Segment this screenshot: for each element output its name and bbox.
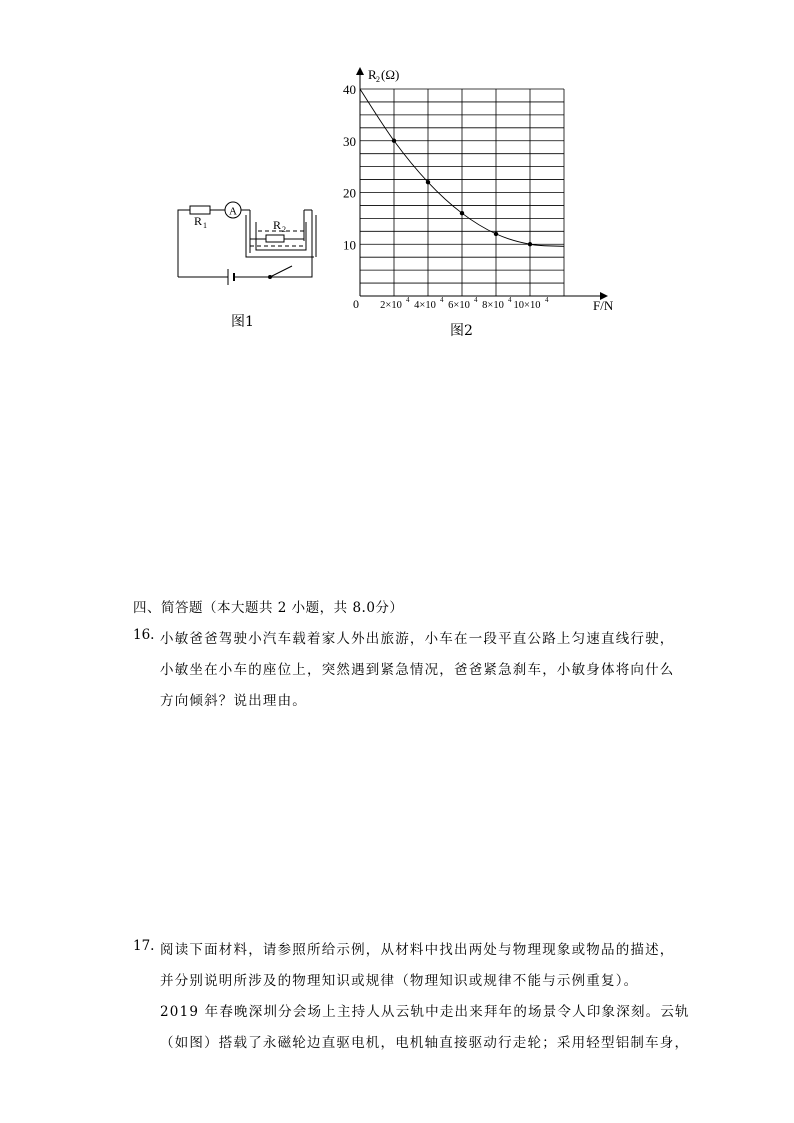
y-axis-unit: (Ω) — [381, 67, 400, 82]
data-point — [392, 139, 396, 143]
circuit-diagram — [170, 195, 320, 290]
r2-force-graph — [335, 60, 630, 320]
y-tick-label: 40 — [343, 82, 356, 97]
r2-label: R — [273, 218, 282, 232]
question-17-line-3: 2019 年春晚深圳分会场上主持人从云轨中走出来拜年的场景令人印象深刻。云轨 — [160, 1004, 690, 1020]
x-tick-exponent: 4 — [474, 296, 478, 304]
x-tick-label: 2×10 — [380, 300, 402, 311]
section-title: 四、简答题（本大题共 2 小题，共 8.0分） — [133, 600, 404, 616]
data-point — [426, 180, 430, 184]
resistor-r1 — [190, 206, 210, 214]
r1-subscript: 1 — [203, 221, 207, 230]
r2-subscript: 2 — [282, 225, 286, 234]
data-point — [528, 242, 532, 246]
data-point — [494, 232, 498, 236]
x-tick-exponent: 4 — [406, 296, 410, 304]
x-tick-label: 10×10 — [513, 300, 541, 311]
x-tick-exponent: 4 — [440, 296, 444, 304]
question-16-line-3: 方向倾斜？说出理由。 — [160, 693, 307, 709]
resistor-r2 — [266, 235, 284, 242]
y-axis-label-subscript: 2 — [376, 75, 380, 84]
question-17-number: 17. — [133, 938, 155, 954]
question-17-line-1: 阅读下面材料，请参照所给示例，从材料中找出两处与物理现象或物品的描述， — [160, 942, 675, 958]
x-tick-exponent: 4 — [508, 296, 512, 304]
x-tick-label: 8×10 — [482, 300, 504, 311]
x-tick-label: 6×10 — [448, 300, 470, 311]
figure1-caption: 图1 — [231, 314, 254, 330]
x-tick-exponent: 4 — [545, 296, 549, 304]
y-axis-label: R — [368, 67, 377, 82]
question-17-line-2: 并分别说明所涉及的物理知识或规律（物理知识或规律不能与示例重复）。 — [160, 973, 639, 989]
question-16-line-1: 小敏爸爸驾驶小汽车载着家人外出旅游，小车在一段平直公路上匀速直线行驶， — [160, 631, 675, 647]
x-tick-label: 4×10 — [414, 300, 436, 311]
r1-label: R — [194, 214, 203, 228]
ammeter-label: A — [229, 205, 237, 218]
question-17-line-4: （如图）搭载了永磁轮边直驱电机，电机轴直接驱动行走轮；采用轻型铝制车身， — [160, 1035, 690, 1051]
y-tick-label: 10 — [343, 237, 356, 253]
switch-icon — [270, 266, 292, 277]
y-tick-label: 30 — [343, 133, 356, 149]
x-axis-label: F/N — [593, 298, 614, 313]
y-tick-label: 20 — [343, 185, 356, 201]
origin-label: 0 — [353, 297, 359, 311]
figure2-caption: 图2 — [450, 323, 473, 339]
data-point — [460, 211, 464, 215]
question-16-number: 16. — [133, 627, 155, 643]
question-16-line-2: 小敏坐在小车的座位上，突然遇到紧急情况，爸爸紧急刹车，小敏身体将向什么 — [160, 662, 675, 678]
